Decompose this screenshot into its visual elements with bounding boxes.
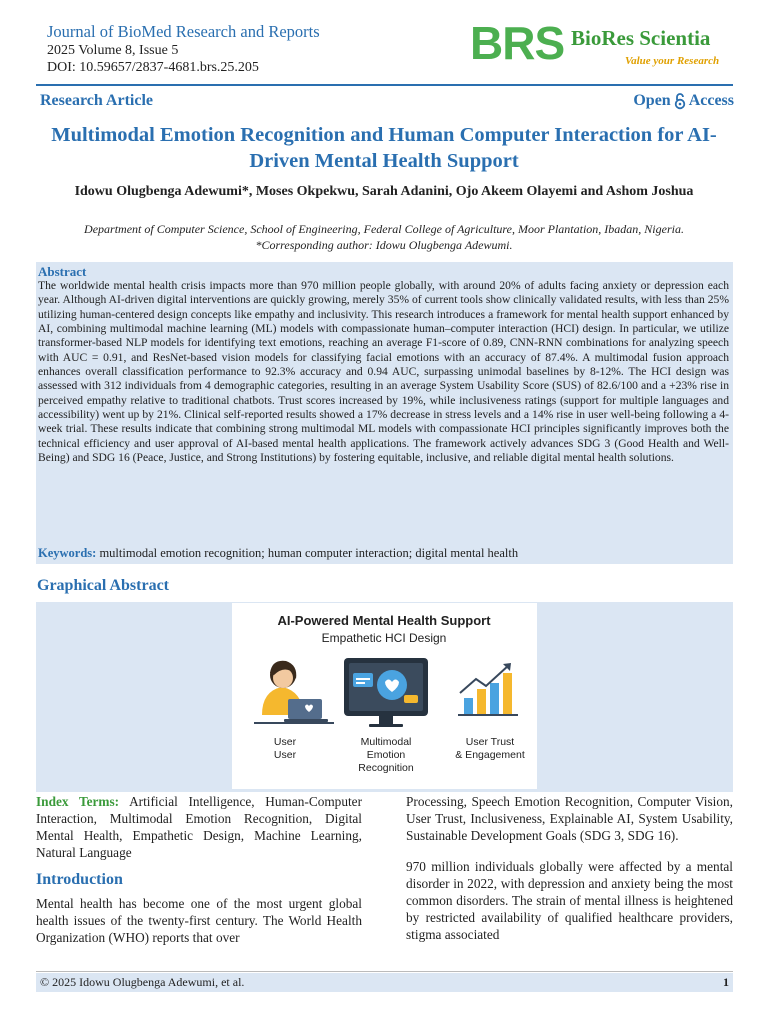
person-laptop-icon [254,661,334,724]
journal-doi[interactable]: DOI: 10.59657/2837-4681.brs.25.205 [47,60,259,75]
publisher-logo [470,17,740,70]
graphical-abstract-illustration [232,603,537,789]
ga-panel2-line3: Recognition [358,762,414,774]
article-type: Research Article [40,92,153,109]
page-number: 1 [723,975,729,989]
introduction-heading: Introduction [36,871,123,888]
keywords-box [36,544,733,564]
left-column [36,793,362,946]
affiliation-block [40,221,728,253]
introduction-text-left: Mental health has become one of the most urgent global health issues of the twenty-first century. The World Health Organization (WHO) reports that over [36,896,362,945]
publisher-tagline: Value your Research [625,55,720,67]
ga-panel1-line2: User [273,749,297,761]
header-divider [36,84,733,86]
index-terms-text-right: Processing, Speech Emotion Recognition, Computer Vision, User Trust, Inclusiveness, Explainable AI, System Usability, Sustainable Development Goals (SDG 3, SDG 16). [406,794,733,843]
open-access-access: Access [688,92,734,109]
author-list: Idowu Olugbenga Adewumi*, Moses Okpekwu, Sarah Adanini, Ojo Akeem Olayemi and Ashom Joshua [74,184,694,199]
graphical-abstract-heading: Graphical Abstract [37,577,169,594]
ga-subtitle: Empathetic HCI Design [321,631,447,645]
journal-info [47,22,320,76]
introduction-text-right: 970 million individuals globally were affected by a mental disorder in 2022, with depression and anxiety being the most common disorders. The strain of mental illness is heightened by restricted availability of qualified healthcare providers, stigma associated [406,859,733,942]
right-column [406,793,733,943]
ga-panel3-line1: User Trust [465,736,515,748]
ga-title: AI-Powered Mental Health Support [277,613,491,628]
publisher-mark: BRS [470,17,565,69]
page-footer [36,973,733,992]
journal-name: Journal of BioMed Research and Reports [47,22,320,41]
open-access-badge [633,92,734,110]
index-terms-text-left: Artificial Intelligence, Human-Computer Interaction, Multimodal Emotion Recognition, Digital Mental Health, Empathetic Design, Machine Learning, Natural Language [36,794,363,860]
publisher-name: BioRes Scientia [571,26,711,50]
keywords-text: multimodal emotion recognition; human computer interaction; digital mental health [99,546,519,560]
trend-chart-icon [458,663,518,716]
abstract-text: The worldwide mental health crisis impacts more than 970 million people globally, with around 20% of adults facing anxiety or depression each year. Although AI-driven digital interventions are quickly growing, merely 35% of current tools show clinically validated results, with less than 25% utilizing human-centered design concepts like empathy and inclusivity. This research introduces a framework for mental health support enhanced by AI, combining multimodal machine learning (ML) models with compassionate human–computer interaction (HCI) design. In particular, we utilize transformer-based NLP models for identifying text emotions, reaching an average F1-score of 0.89, CNN-RNN combinations for analyzing speech with AUC = 0.91, and ResNet-based vision models for classifying facial emotions with an accuracy of 87.4%. A multimodal fusion approach enhances overall classification performance to 92.3% accuracy and 0.94 AUC, surpassing unimodal baselines by 8-12%. The HCI design was assessed with 312 individuals from 4 demographic categories, resulting in an average System Usability Score (SUS) of 82.6/100 and a +23% rise in perceived empathy relative to traditional chatbots. Trust scores increased by 19%, while inclusiveness ratings (support for multiple languages and accessibility) went up by 21%. Clinical self-reported results showed a 17% decrease in stress levels and a 14% rise in user well-being following a 4-week trial. These results indicate that combining strong multimodal ML models with compassionate HCI principles significantly improves both the technical efficiency and user approval of AI-based mental health applications. The framework actively advances SDG 3 (Good Health and Well-Being) and SDG 16 (Peace, Justice, and Strong Institutions) by fostering equitable, inclusive, and reliable digital mental health solutions. [38,279,729,465]
graphical-abstract-image [232,603,537,789]
ga-panel2-line1: Multimodal [360,736,412,748]
abstract-heading: Abstract [38,264,87,279]
footer-divider [36,971,733,972]
ga-panel3-line2: & Engagement [455,749,525,761]
index-terms-left [36,793,362,861]
footer-copyright: © 2025 Idowu Olugbenga Adewumi, et al. [40,975,245,989]
abstract-box [36,262,733,563]
ga-panel2-line2: Emotion [366,749,406,761]
affiliation: Department of Computer Science, School of Engineering, Federal College of Agriculture, Moor Plantation, Ibadan, Nigeria. [84,222,684,236]
ga-panel1-line1: User [273,736,297,748]
corresponding-author: *Corresponding author: Idowu Olugbenga Adewumi. [255,238,513,252]
article-title: Multimodal Emotion Recognition and Human Computer Interaction for AI-Driven Mental Health Support [51,124,717,172]
journal-volume: 2025 Volume 8, Issue 5 [47,43,179,58]
open-access-open: Open [633,92,671,109]
monitor-heart-icon [344,658,428,727]
keywords-label: Keywords: [38,546,97,560]
open-lock-icon [673,92,687,110]
index-terms-label: Index Terms: [36,794,120,809]
